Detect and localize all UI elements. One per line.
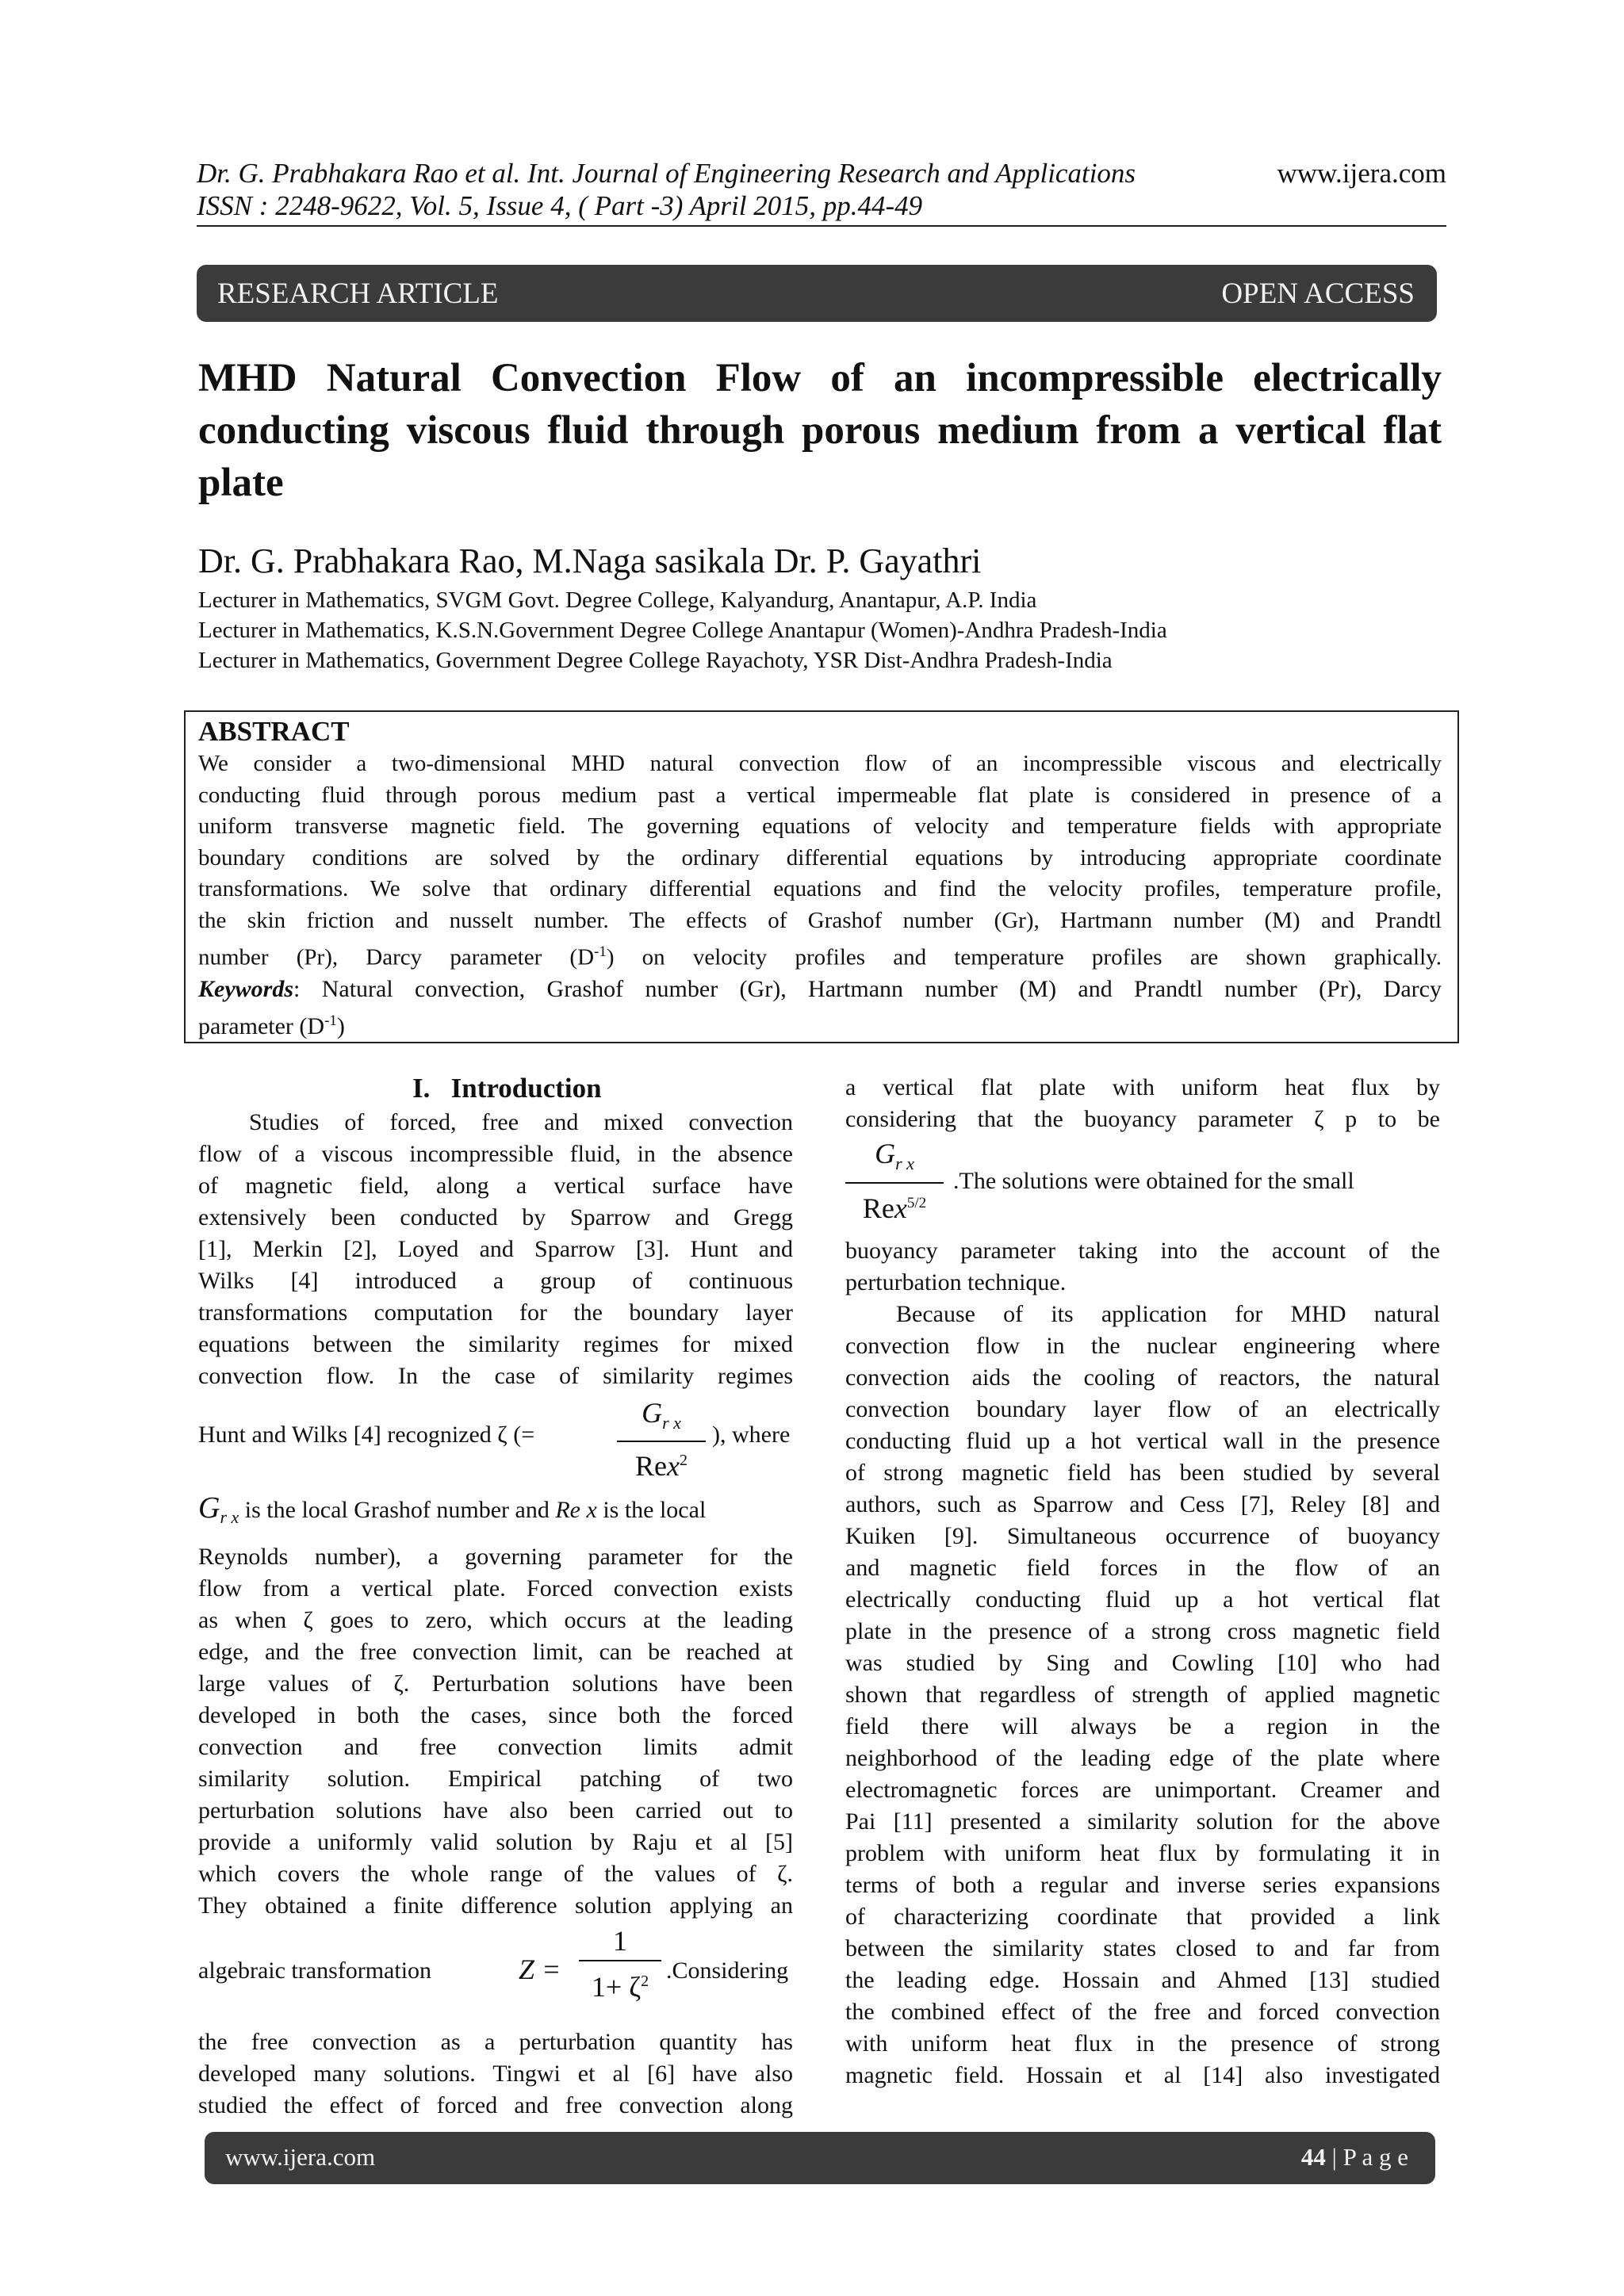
text-line: neighborhood of the leading edge of the plate where [845,1745,1440,1771]
equation-zeta-line: Hunt and Wilks [4] recognized ζ (= $G_{r x}$ Rex$^2$ ), where [198,1395,793,1475]
text-line: transformations computation for the boundary layer [198,1299,793,1326]
text-line: convection flow in the nuclear engineering where [845,1333,1440,1359]
abstract-body [198,748,1442,1042]
abstract-line: the skin friction and nusselt number. The effects of Grashof number (Gr), Hartmann number (M) and Prandtl [198,907,1442,933]
right-column-intro [845,1072,1440,1135]
text-line: similarity solution. Empirical patching of two [198,1766,793,1792]
equation-z-fraction: $\frac{1}{1+ \zeta^2}$ [579,1922,661,2007]
text-line: studied the effect of forced and free convection along [198,2092,793,2118]
text-line: plate in the presence of a strong cross magnetic field [845,1618,1440,1644]
left-column-block-3 [198,2026,793,2122]
abstract-line: conducting fluid through porous medium past a vertical impermeable flat plate is considered in presence of a [198,782,1442,808]
text-line: Studies of forced, free and mixed convection [249,1109,793,1135]
header-rule [197,225,1446,227]
grashof-definition-line: $G_{r x}$ is the local Grashof number and Re x is the local [198,1491,707,1527]
text-line: considering that the buoyancy parameter ζ p to be [845,1106,1440,1132]
text-line: and magnetic field forces in the flow of an [845,1555,1440,1581]
text-line: with uniform heat flux in the presence of strong [845,2030,1440,2057]
abstract-line: boundary conditions are solved by the ordinary differential equations by introducing appropriate coordinate [198,844,1442,871]
text-line: perturbation technique. [845,1269,1067,1295]
journal-header [197,157,1446,190]
text-line: the combined effect of the free and forced convection [845,1999,1440,2025]
equation-zeta-fraction: $G_{r x}$ Rex$^2$ [617,1395,706,1484]
text-line: magnetic field. Hossain et al [14] also investigated [845,2062,1440,2088]
text-line: authors, such as Sparrow and Cess [7], Reley [8] and [845,1491,1440,1517]
paper-title: MHD Natural Convection Flow of an incompressible electrically conducting viscous fluid through porous medium from a vertical flat plate [198,356,1442,505]
abstract-heading: ABSTRACT [198,716,350,747]
text-line: terms of both a regular and inverse series expansions [845,1872,1440,1898]
article-type-banner [197,265,1437,322]
text-line: electromagnetic forces are unimportant. Creamer and [845,1777,1440,1803]
text-line: as when ζ goes to zero, which occurs at the leading [198,1607,793,1633]
text-line: of strong magnetic field has been studied by several [845,1460,1440,1486]
abstract-line: We consider a two-dimensional MHD natural convection flow of an incompressible viscous and electrically [198,751,1442,776]
text-line: of characterizing coordinate that provided a link [845,1904,1440,1930]
text-line: Pai [11] presented a similarity solution for the above [845,1808,1440,1835]
journal-url[interactable]: www.ijera.com [1277,158,1446,189]
equation-buoyancy-line: $G_{r x}$ Rex$^{5/2}$ .The solutions were obtained for the small [845,1135,1440,1223]
text-line: perturbation solutions have also been carried out to [198,1797,793,1823]
text-line: edge, and the free convection limit, can be reached at [198,1639,793,1665]
text-line: shown that regardless of strength of applied magnetic [845,1682,1440,1708]
text-line: [1], Merkin [2], Loyed and Sparrow [3]. Hunt and [198,1236,793,1262]
text-line: electrically conducting fluid up a hot vertical flat [845,1586,1440,1613]
author-list: Dr. G. Prabhakara Rao, M.Naga sasikala Dr. P. Gayathri [198,541,982,580]
text-line: was studied by Sing and Cowling [10] who had [845,1650,1440,1676]
text-line: Kuiken [9]. Simultaneous occurrence of buoyancy [845,1523,1440,1549]
right-column-block-1 [845,1235,1440,1299]
text-line: convection and free convection limits admit [198,1734,793,1760]
text-line: field there will always be a region in the [845,1713,1440,1739]
issn-line: ISSN : 2248-9622, Vol. 5, Issue 4, ( Part -3) April 2015, pp.44-49 [197,190,923,221]
text-line: convection boundary layer flow of an electrically [845,1396,1440,1422]
text-line: Wilks [4] introduced a group of continuous [198,1268,793,1294]
text-line: a vertical flat plate with uniform heat flux by [845,1074,1440,1100]
open-access-label: OPEN ACCESS [1221,277,1415,310]
keywords-line: Keywords: Natural convection, Grashof number (Gr), Hartmann number (M) and Prandtl number (Pr), Darcy [198,976,1442,1003]
equation-z-line: algebraic transformation Z = $\frac{1}{1+ \zeta^2}$ .Considering [198,1922,793,2007]
text-line: which covers the whole range of the values of ζ. [198,1861,793,1887]
left-column-block-1 [198,1107,793,1392]
text-line: flow of a viscous incompressible fluid, in the absence [198,1141,793,1167]
text-line: Reynolds number), a governing parameter for the [198,1544,793,1570]
text-line: developed in both the cases, since both the forced [198,1702,793,1728]
text-line: provide a uniformly valid solution by Raju et al [5] [198,1829,793,1855]
page-number: 44 | P a g e [1300,2143,1408,2171]
text-line: conducting fluid up a hot vertical wall in the presence [845,1428,1440,1454]
text-line: Because of its application for MHD natural [896,1301,1440,1327]
text-line: flow from a vertical plate. Forced convection exists [198,1575,793,1601]
text-line: problem with uniform heat flux by formulating it in [845,1840,1440,1866]
text-line: buoyancy parameter taking into the account of the [845,1238,1440,1264]
section-title: Introduction [450,1073,602,1104]
text-line: extensively been conducted by Sparrow and Gregg [198,1204,793,1230]
text-line: They obtained a finite difference solution applying an [198,1892,793,1919]
text-line: between the similarity states closed to and far from [845,1935,1440,1961]
section-number: I. [412,1073,431,1104]
equation-buoyancy-fraction: $G_{r x}$ Rex$^{5/2}$ [845,1135,944,1228]
footer-url[interactable]: www.ijera.com [225,2143,376,2171]
keywords-line-2: parameter $(D^{-1})$ [198,1012,345,1039]
text-line: convection aids the cooling of reactors, the natural [845,1364,1440,1391]
text-line: equations between the similarity regimes for mixed [198,1331,793,1357]
section-heading [412,1073,602,1104]
affiliation-1: Lecturer in Mathematics, SVGM Govt. Degree College, Kalyandurg, Anantapur, A.P. India [198,587,1037,613]
abstract-line: number (Pr), Darcy parameter $(D^{-1})$ on velocity profiles and temperature profiles are shown graphically. [198,943,1442,970]
journal-citation: Dr. G. Prabhakara Rao et al. Int. Journal of Engineering Research and Applications [197,158,1136,189]
right-column-block-2 [845,1299,1440,2091]
left-column-block-2 [198,1541,793,1922]
keywords-label: Keywords [198,976,293,1003]
abstract-line: transformations. We solve that ordinary differential equations and find the velocity profiles, temperature profile, [198,876,1442,901]
text-line: of magnetic field, along a vertical surface have [198,1173,793,1199]
abstract-line: uniform transverse magnetic field. The governing equations of velocity and temperature fields with appropriate [198,813,1442,839]
affiliation-3: Lecturer in Mathematics, Government Degree College Rayachoty, YSR Dist-Andhra Pradesh-India [198,648,1113,673]
research-article-label: RESEARCH ARTICLE [217,277,499,310]
text-line: the leading edge. Hossain and Ahmed [13] studied [845,1967,1440,1993]
text-line: the free convection as a perturbation quantity has [198,2029,793,2055]
page-footer [205,2132,1435,2184]
affiliation-2: Lecturer in Mathematics, K.S.N.Government Degree College Anantapur (Women)-Andhra Pradesh-India [198,618,1167,643]
text-line: developed many solutions. Tingwi et al [6] have also [198,2061,793,2087]
text-line: convection flow. In the case of similarity regimes [198,1363,793,1389]
text-line: large values of ζ. Perturbation solutions have been [198,1670,793,1697]
